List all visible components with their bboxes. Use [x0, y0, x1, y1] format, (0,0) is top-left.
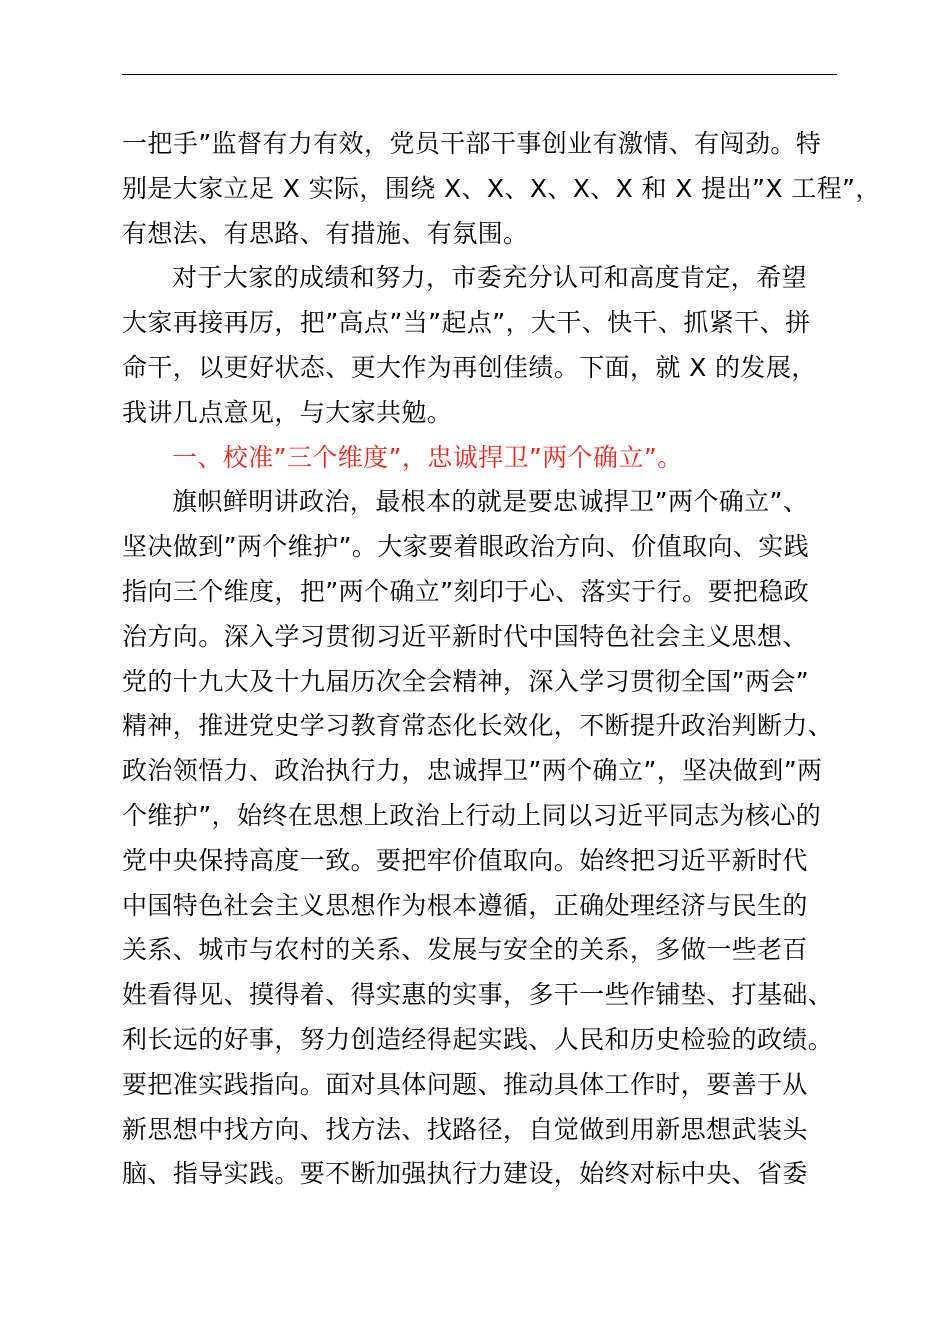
paragraph-start-line: 对于大家的成绩和努力，市委充分认可和高度肯定，希望 — [172, 263, 808, 293]
text-line: 政治领悟力、政治执行力，忠诚捍卫”两个确立”，坚决做到”两 — [122, 756, 823, 786]
text-line: 治方向。深入学习贯彻习近平新时代中国特色社会主义思想、 — [122, 621, 808, 651]
text-line: 党的十九大及十九届历次全会精神，深入学习贯彻全国”两会” — [122, 666, 810, 696]
text-line: 我讲几点意见，与大家共勉。 — [122, 397, 453, 427]
text-line: 党中央保持高度一致。要把牢价值取向。始终把习近平新时代 — [122, 845, 808, 875]
text-line: 个维护”，始终在思想上政治上行动上同以习近平同志为核心的 — [122, 800, 822, 830]
text-line: 利长远的好事，努力创造经得起实践、人民和历史检验的政绩。 — [122, 1024, 834, 1054]
document-body — [122, 122, 881, 1197]
text-line: 一把手”监督有力有效，党员干部干事创业有激情、有闯劲。特 — [122, 129, 822, 158]
text-line: 中国特色社会主义思想作为根本遵循，正确处理经济与民生的 — [122, 890, 808, 920]
text-line: 命干，以更好状态、更大作为再创佳绩。下面，就 X 的发展， — [122, 352, 817, 382]
text-line: 大家再接再厉，把”高点”当”起点”，大干、快干、抓紧干、拼 — [122, 308, 811, 338]
text-line: 脑、指导实践。要不断加强执行力建设，始终对标中央、省委 — [122, 1159, 808, 1189]
text-line: 别是大家立足 X 实际，围绕 X、X、X、X、X 和 X 提出”X 工程”， — [122, 173, 881, 203]
text-line: 坚决做到”两个维护”。大家要着眼政治方向、价值取向、实践 — [122, 532, 810, 562]
text-line: 精神，推进党史学习教育常态化长效化，不断提升政治判断力、 — [122, 711, 834, 741]
section-heading: 一、校准”三个维度”，忠诚捍卫”两个确立”。 — [172, 442, 683, 472]
header-rule — [122, 74, 837, 75]
text-line: 新思想中找方向、找方法、找路径，自觉做到用新思想武装头 — [122, 1114, 808, 1144]
text-line: 有想法、有思路、有措施、有氛围。 — [122, 218, 529, 248]
text-line: 关系、城市与农村的关系、发展与安全的关系，多做一些老百 — [122, 935, 808, 965]
text-line: 指向三个维度，把”两个确立”刻印于心、落实于行。要把稳政 — [122, 576, 810, 606]
paragraph-start-line: 旗帜鲜明讲政治，最根本的就是要忠诚捍卫”两个确立”、 — [172, 487, 809, 517]
text-line: 姓看得见、摸得着、得实惠的实事，多干一些作铺垫、打基础、 — [122, 980, 834, 1010]
text-line: 要把准实践指向。面对具体问题、推动具体工作时，要善于从 — [122, 1069, 808, 1099]
